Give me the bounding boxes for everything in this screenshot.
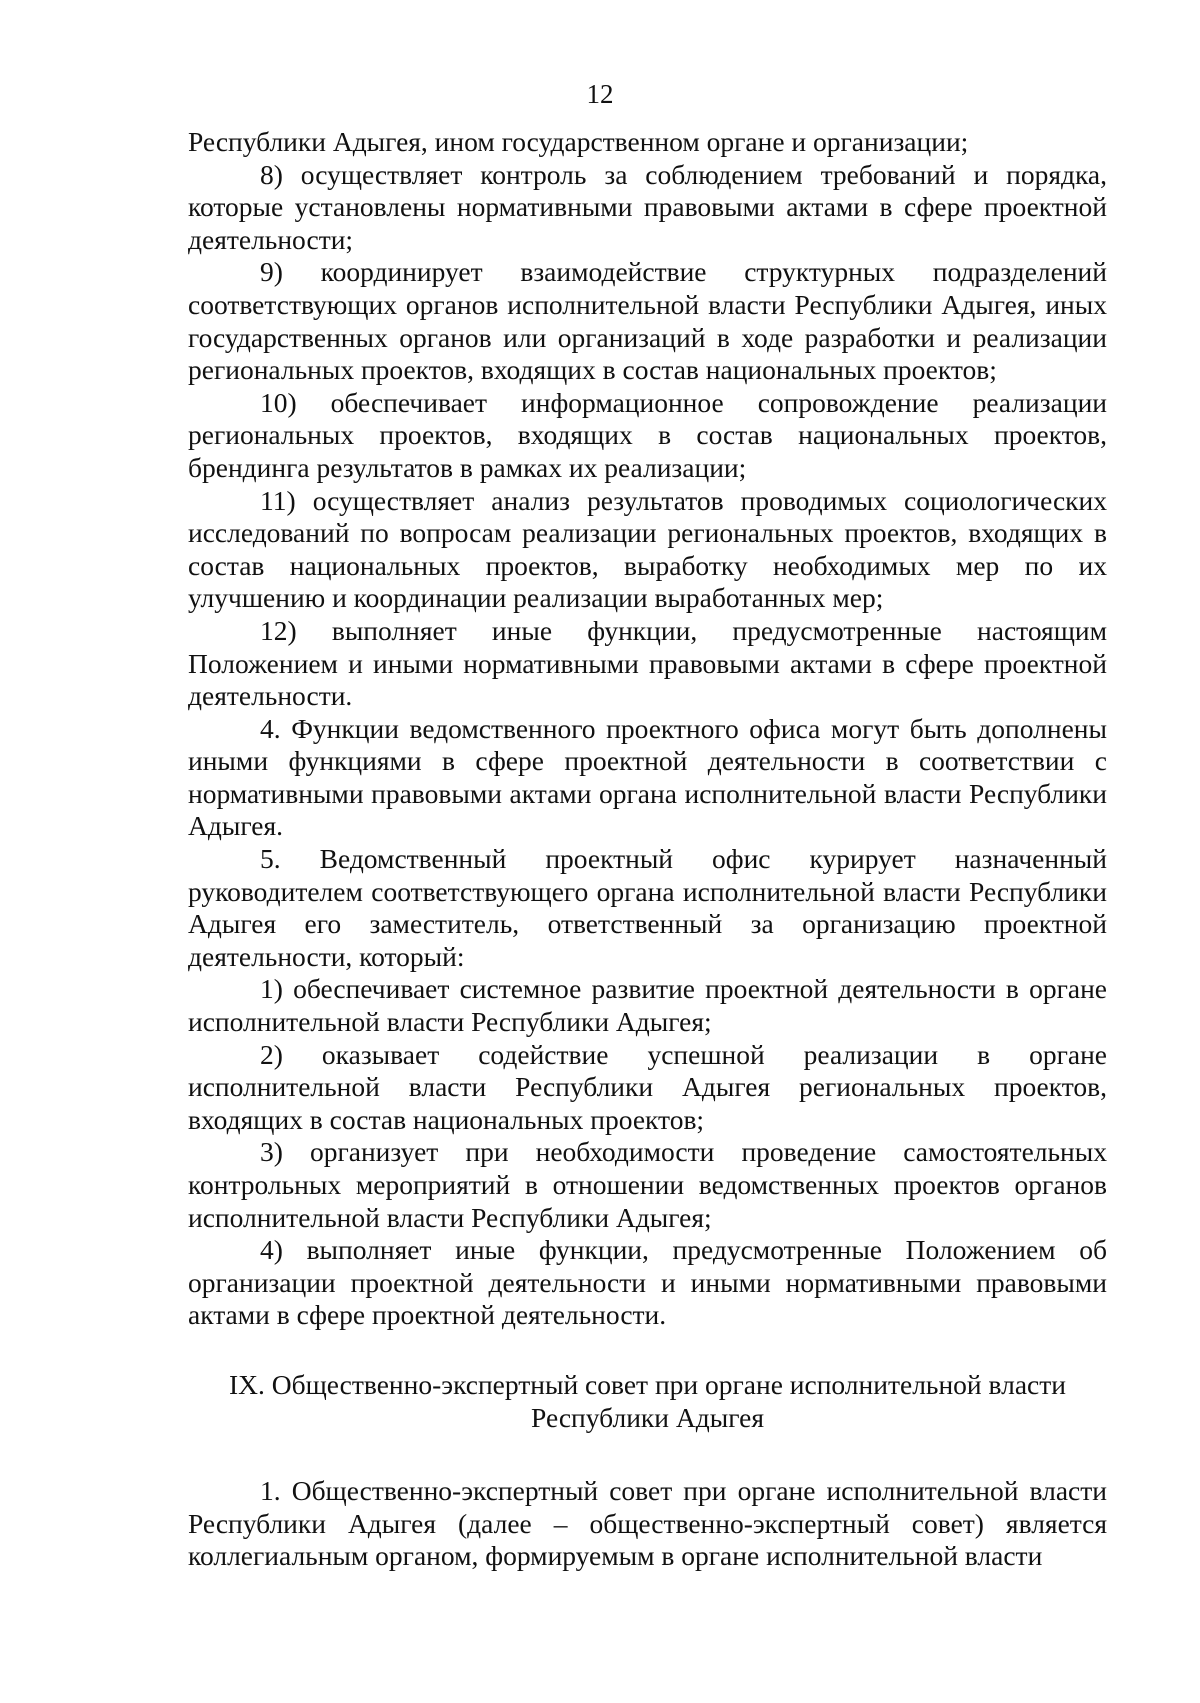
paragraph: 11) осуществляет анализ результатов проводимых социологических исследований по вопросам реализации региональных проектов, входящих в состав национальных проектов, выработку необходимых мер по их улучшению и координации реализации выработанных мер; [188, 484, 1107, 614]
paragraph: 1) обеспечивает системное развитие проектной деятельности в органе исполнительной власти Республики Адыгея; [188, 973, 1107, 1038]
paragraph: Республики Адыгея, ином государственном органе и организации; [188, 126, 969, 157]
page-number: 12 [586, 79, 614, 109]
bottom-margin [0, 1583, 1200, 1703]
paragraph: 5. Ведомственный проектный офис курирует назначенный руководителем соответствующего органа исполнительной власти Республики Адыгея его заместитель, ответственный за организацию проектной деятельности, который: [188, 843, 1107, 972]
section-heading-line-1: IX. Общественно-экспертный совет при органе исполнительной власти [228, 1368, 1067, 1400]
paragraphs-before-heading [188, 126, 1107, 1332]
document-body [188, 126, 1107, 1573]
paragraph: 8) осуществляет контроль за соблюдением требований и порядка, которые установлены нормативными правовыми актами в сфере проектной деятельности; [188, 158, 1107, 255]
section-heading [188, 1369, 1107, 1434]
paragraph: 4) выполняет иные функции, предусмотренные Положением об организации проектной деятельности и иными нормативными правовыми актами в сфере проектной деятельности. [188, 1234, 1107, 1331]
paragraph: 10) обеспечивает информационное сопровождение реализации региональных проектов, входящих в состав национальных проектов, брендинга результатов в рамках их реализации; [188, 386, 1107, 483]
paragraph: 4. Функции ведомственного проектного офиса могут быть дополнены иными функциями в сфере проектной деятельности в соответствии с нормативными правовыми актами органа исполнительной власти Республики Адыгея. [188, 712, 1107, 842]
paragraph: 1. Общественно-экспертный совет при органе исполнительной власти Республики Адыгея (далее – общественно-экспертный совет) является коллегиальным органом, формируемым в органе исполнительной власти [188, 1475, 1107, 1572]
paragraphs-after-heading [188, 1475, 1107, 1573]
paragraph: 12) выполняет иные функции, предусмотренные настоящим Положением и иными нормативными правовыми актами в сфере проектной деятельности. [188, 614, 1107, 712]
paragraph: 3) организует при необходимости проведение самостоятельных контрольных мероприятий в отношении ведомственных проектов органов исполнительной власти Республики Адыгея; [188, 1136, 1107, 1233]
paragraph: 2) оказывает содействие успешной реализации в органе исполнительной власти Республики Адыгея региональных проектов, входящих в состав национальных проектов; [188, 1038, 1107, 1135]
paragraph: 9) координирует взаимодействие структурных подразделений соответствующих органов исполнительной власти Республики Адыгея, иных государственных органов или организаций в ходе разработки и реализации региональных проектов, входящих в состав национальных проектов; [188, 256, 1107, 386]
section-heading-line-2: Республики Адыгея [531, 1401, 764, 1433]
